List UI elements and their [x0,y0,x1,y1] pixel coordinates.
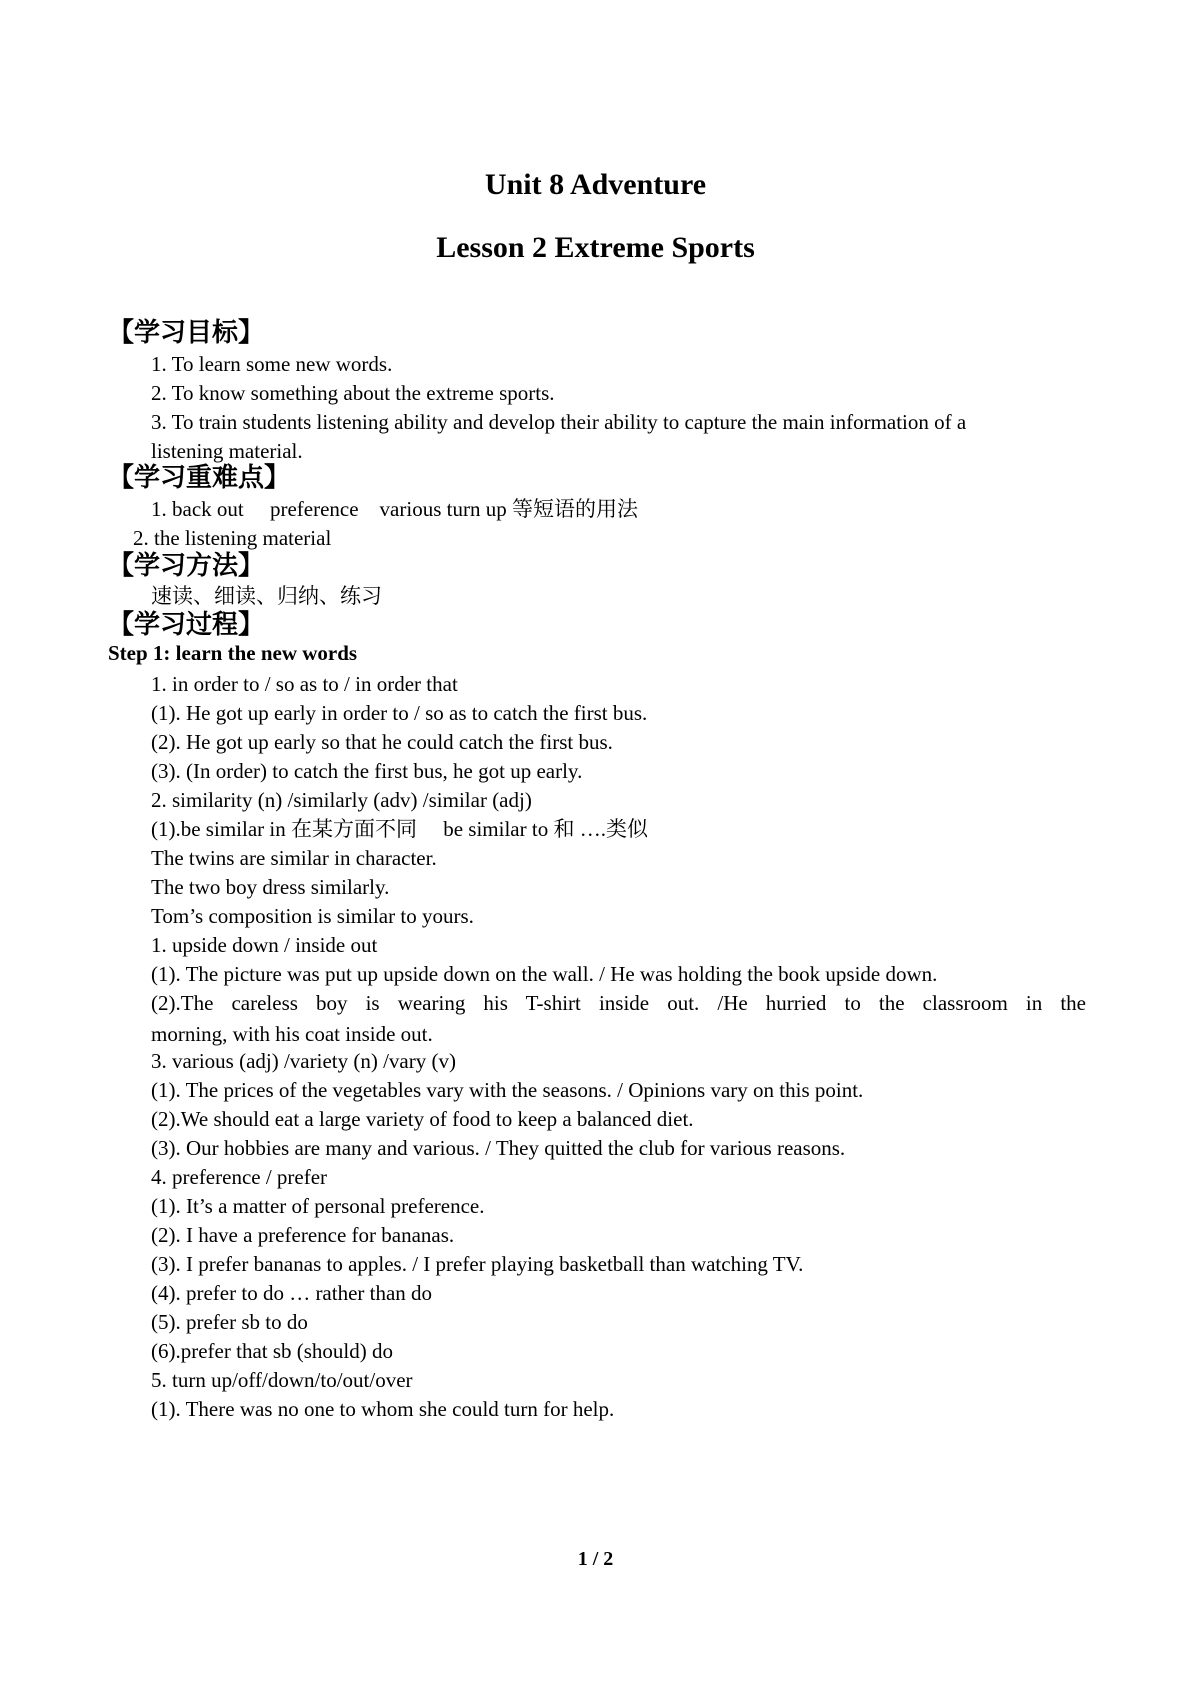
step-heading: Step 1: learn the new words [108,641,358,665]
goal-item: 3. To train students listening ability and develop their ability to capture the main information of a [151,410,967,434]
content-line: (1). He got up early in order to / so as to catch the first bus. [151,701,648,725]
content-line: 5. turn up/off/down/to/out/over [151,1368,413,1392]
goals-heading: 【学习目标】 [108,318,265,348]
content-line: (1).be similar in 在某方面不同 be similar to 和 ….类似 [151,817,648,841]
methods-heading: 【学习方法】 [108,551,265,581]
content-line: (3). (In order) to catch the first bus, he got up early. [151,759,583,783]
content-line: (1). The prices of the vegetables vary with the seasons. / Opinions vary on this point. [151,1078,864,1102]
goal-item-cont: listening material. [151,439,303,463]
process-heading: 【学习过程】 [108,610,265,640]
content-line: (5). prefer sb to do [151,1310,308,1334]
content-line: (4). prefer to do … rather than do [151,1281,433,1305]
content-line: (3). Our hobbies are many and various. / They quitted the club for various reasons. [151,1136,846,1160]
justified-line-cont: morning, with his coat inside out. [151,1022,433,1046]
content-line: (2). I have a preference for bananas. [151,1223,455,1247]
content-line: 1. upside down / inside out [151,933,378,957]
content-line: The twins are similar in character. [151,846,437,870]
content-line: The two boy dress similarly. [151,875,390,899]
goal-item: 2. To know something about the extreme sports. [151,381,555,405]
method-item: 速读、细读、归纳、练习 [151,584,382,608]
page-number: 1 / 2 [577,1548,614,1570]
content-line: (6).prefer that sb (should) do [151,1339,394,1363]
content-line: (1). The picture was put up upside down on the wall. / He was holding the book upside down. [151,962,938,986]
content-line: Tom’s composition is similar to yours. [151,904,474,928]
justified-line: (2).The careless boy is wearing his T-shirt inside out. /He hurried to the classroom in the [151,991,1086,1015]
key-point-item: 2. the listening material [133,526,332,550]
content-line: (1). There was no one to whom she could turn for help. [151,1397,615,1421]
goal-item: 1. To learn some new words. [151,352,393,376]
content-line: 1. in order to / so as to / in order that [151,672,458,696]
content-line: 4. preference / prefer [151,1165,328,1189]
lesson-title: Lesson 2 Extreme Sports [436,231,755,264]
content-line: (2).We should eat a large variety of food to keep a balanced diet. [151,1107,694,1131]
content-line: (3). I prefer bananas to apples. / I prefer playing basketball than watching TV. [151,1252,804,1276]
justified-paragraph [151,988,1086,1050]
unit-title: Unit 8 Adventure [484,168,707,201]
key-point-item: 1. back out preference various turn up 等短语的用法 [151,497,638,521]
content-line: 3. various (adj) /variety (n) /vary (v) [151,1049,456,1073]
content-line: (1). It’s a matter of personal preference. [151,1194,485,1218]
content-line: 2. similarity (n) /similarly (adv) /similar (adj) [151,788,532,812]
content-line: (2). He got up early so that he could catch the first bus. [151,730,613,754]
key-points-heading: 【学习重难点】 [108,463,291,493]
